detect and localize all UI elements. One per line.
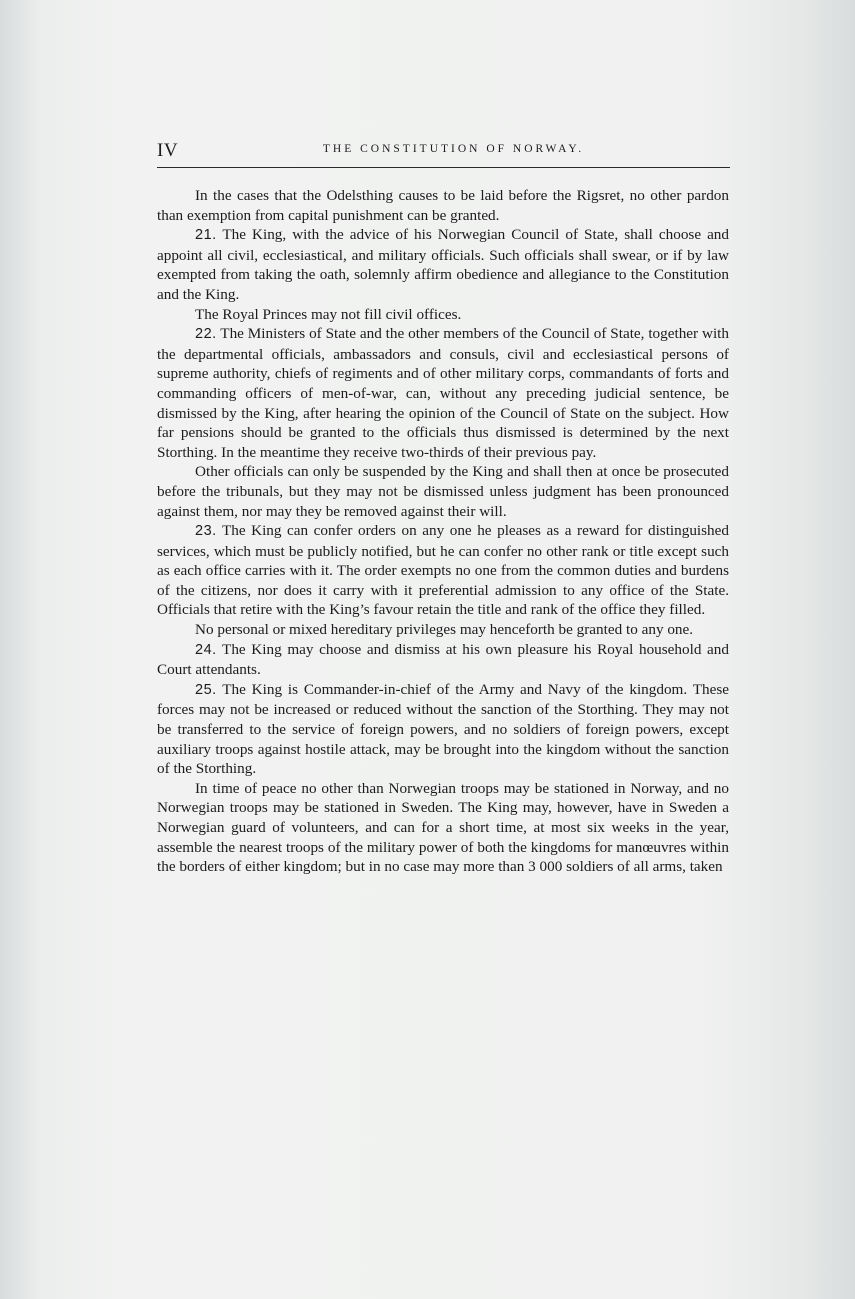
paragraph-text: Other officials can only be suspended by the King and shall then at once be prosecuted before the tribunals, but they may not be dismissed unless judgment has been pronounced against them, nor may they be removed against their will. — [157, 463, 729, 520]
article-number: 25. — [195, 681, 217, 698]
running-title: THE CONSTITUTION OF NORWAY. — [322, 143, 585, 155]
article-23 — [157, 521, 729, 620]
article-number: 23. — [195, 523, 217, 540]
article-number: 22. — [195, 326, 217, 343]
header-rule — [157, 167, 730, 168]
article-number: 21. — [195, 227, 217, 244]
paragraph-text: The Ministers of State and the other members of the Council of State, together with the departmental officials, ambassadors and consuls, civil and ecclesiastical persons of supreme authority, chiefs of regiments and of other military corps, commandants of forts and commanding officers of men-of-war, can, without any preceding judicial sentence, be dismissed by the King, after hearing the opinion of the Council of State on the subject. How far pensions should be granted to the officials thus dismissed is determined by the next Storthing. In the meantime they receive two-thirds of their previous pay. — [157, 325, 729, 461]
paragraph-text: In time of peace no other than Norwegian troops may be stationed in Norway, and no Norwegian troops may be stationed in Sweden. The King may, however, have in Sweden a Norwegian guard of volunteers, and can for a short time, at most six weeks in the year, assemble the nearest troops of the military power of both the kingdoms for manœuvres within the borders of either kingdom; but in no case may more than 3 000 soldiers of all arms, taken — [157, 779, 729, 876]
paragraph-text: The King is Commander-in-chief of the Army and Navy of the kingdom. These forces may not be increased or reduced without the sanction of the Storthing. They may not be transferred to the service of foreign powers, and no soldiers of foreign powers, except auxiliary troops against hostile attack, may be brought into the kingdom without the sanction of the Storthing. — [157, 680, 729, 778]
paragraph — [157, 462, 729, 521]
paragraph — [157, 779, 729, 877]
article-number: 24. — [195, 641, 217, 658]
paragraph-text: In the cases that the Odelsthing causes to be laid before the Rigsret, no other pardon than exemption from capital punishment can be granted. — [157, 187, 729, 224]
article-24 — [157, 640, 729, 680]
article-22 — [157, 324, 729, 462]
article-21 — [157, 225, 729, 304]
page-number: IV — [157, 140, 179, 161]
article-25 — [157, 680, 729, 779]
paragraph-text: The King can confer orders on any one he pleases as a reward for distinguished services, which must be publicly notified, but he can confer no other rank or title except such as each office carries with it. The order exempts no one from the common duties and burdens of the citizens, nor does it carry with it preferential admission to any office of the State. Officials that retire with the King’s favour retain the title and rank of the office they filled. — [157, 522, 729, 619]
paragraph-text: The Royal Princes may not fill civil offices. — [195, 305, 462, 323]
body-text — [157, 186, 729, 877]
paragraph-text: The King, with the advice of his Norwegian Council of State, shall choose and appoint all civil, ecclesiastical, and military officials. Such officials shall swear, or if by law exempted from taking the oath, solemnly affirm obedience and allegiance to the Constitution and the King. — [157, 226, 729, 303]
running-head — [157, 140, 730, 164]
paragraph — [157, 305, 729, 325]
paragraph — [157, 620, 729, 640]
paragraph-text: The King may choose and dismiss at his own pleasure his Royal household and Court attendants. — [157, 640, 729, 679]
paragraph — [157, 186, 729, 225]
paragraph-text: No personal or mixed hereditary privileges may henceforth be granted to any one. — [195, 621, 694, 639]
